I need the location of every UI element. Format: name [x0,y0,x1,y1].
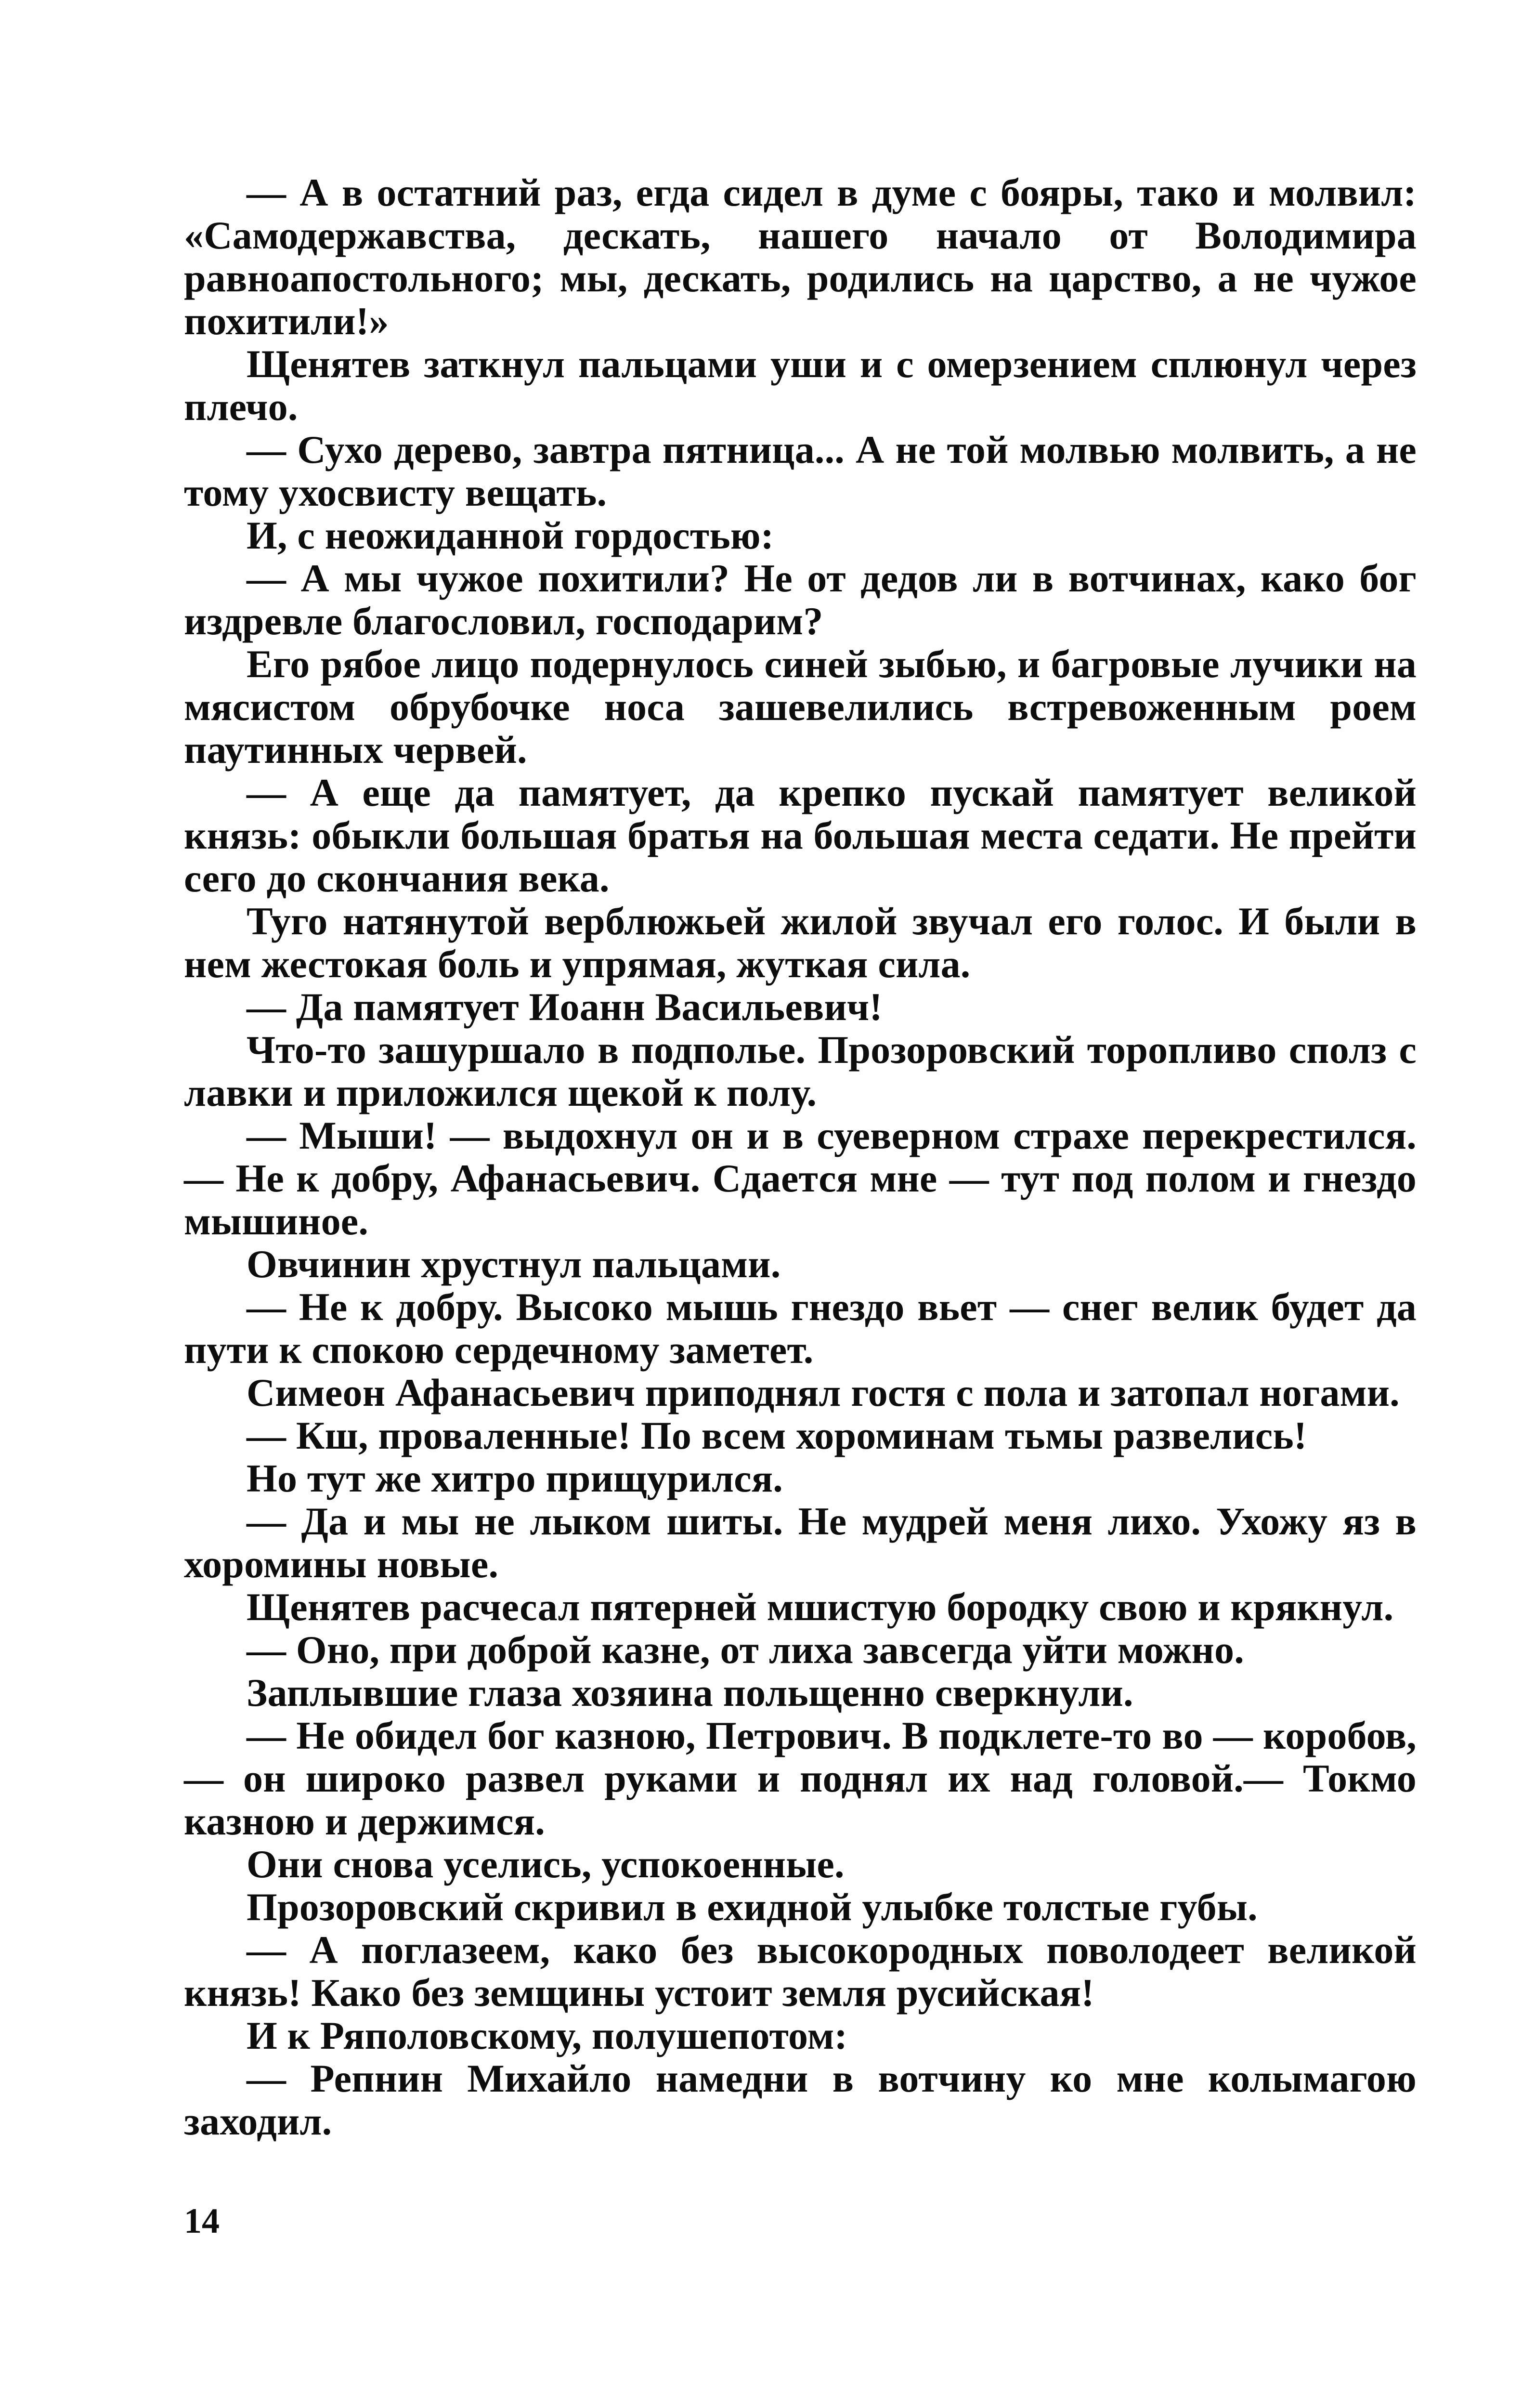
paragraph-17: — Да и мы не лыком шиты. Не мудрей меня лихо. Ухожу яз в хоромины новые. [184,1499,1417,1586]
paragraph-24: — А поглазеем, како без высокородных поволодеет великой князь! Како без земщины устоит земля русийская! [184,1928,1417,2015]
paragraph-4: И, с неожиданной гордостью: [247,513,774,557]
paragraph-21: — Не обидел бог казною, Петрович. В подклете-то во — коробов,— он широко развел руками и поднял их над головой.— Токмо казною и держимся. [184,1714,1417,1843]
paragraph-16: Но тут же хитро прищурился. [247,1456,783,1500]
paragraph-7: — А еще да памятует, да крепко пускай памятует великой князь: обыкли большая братья на большая места седати. Не прейти сего до скончания века. [184,771,1417,900]
paragraph-6: Его рябое лицо подернулось синей зыбью, и багровые лучики на мясистом обрубочке носа зашевелились встревоженным роем паутинных червей. [184,642,1417,772]
paragraph-25: И к Ряполовскому, полушепотом: [247,2014,848,2057]
body-text [184,171,1417,2143]
paragraph-20: Заплывшие глаза хозяина польщенно сверкнули. [247,1671,1133,1714]
paragraph-1: — А в остатний раз, егда сидел в думе с бояры, тако и молвил: «Самодержавства, дескать, нашего начало от Володимира равноапостольного; мы, дескать, родились на царство, а не чужое похитили!» [184,170,1417,343]
paragraph-15: — Кш, проваленные! По всем хороминам тьмы развелись! [247,1413,1307,1457]
paragraph-5: — А мы чужое похитили? Не от дедов ли в вотчинах, како бог издревле благословил, господарим? [184,556,1417,643]
paragraph-8: Туго натянутой верблюжьей жилой звучал его голос. И были в нем жестокая боль и упрямая, жуткая сила. [184,899,1417,986]
paragraph-18: Щенятев расчесал пятерней мшистую бородку свою и крякнул. [247,1585,1394,1629]
paragraph-9: — Да памятует Иоанн Васильевич! [247,985,883,1029]
paragraph-13: — Не к добру. Высоко мышь гнездо вьет — снег велик будет да пути к спокою сердечному заметет. [184,1285,1417,1372]
paragraph-23: Прозоровский скривил в ехидной улыбке толстые губы. [247,1885,1258,1929]
paragraph-3: — Сухо дерево, завтра пятница... А не той молвью молвить, а не тому ухосвисту вещать. [184,428,1417,514]
paragraph-10: Что-то зашуршало в подполье. Прозоровский торопливо сполз с лавки и приложился щекой к полу. [184,1028,1417,1114]
paragraph-11: — Мыши! — выдохнул он и в суеверном страхе перекрестился.— Не к добру, Афанасьевич. Сдается мне — тут под полом и гнездо мышиное. [184,1113,1417,1243]
page-number: 14 [184,2201,220,2241]
paragraph-2: Щенятев заткнул пальцами уши и с омерзением сплюнул через плечо. [184,342,1417,429]
paragraph-14: Симеон Афанасьевич приподнял гостя с пола и затопал ногами. [247,1371,1400,1414]
paragraph-26: — Репнин Михайло намедни в вотчину ко мне колымагою заходил. [184,2056,1417,2143]
paragraph-12: Овчинин хрустнул пальцами. [247,1242,781,1286]
paragraph-22: Они снова уселись, успокоенные. [247,1842,845,1886]
paragraph-19: — Оно, при доброй казне, от лиха завсегда уйти можно. [247,1628,1244,1672]
